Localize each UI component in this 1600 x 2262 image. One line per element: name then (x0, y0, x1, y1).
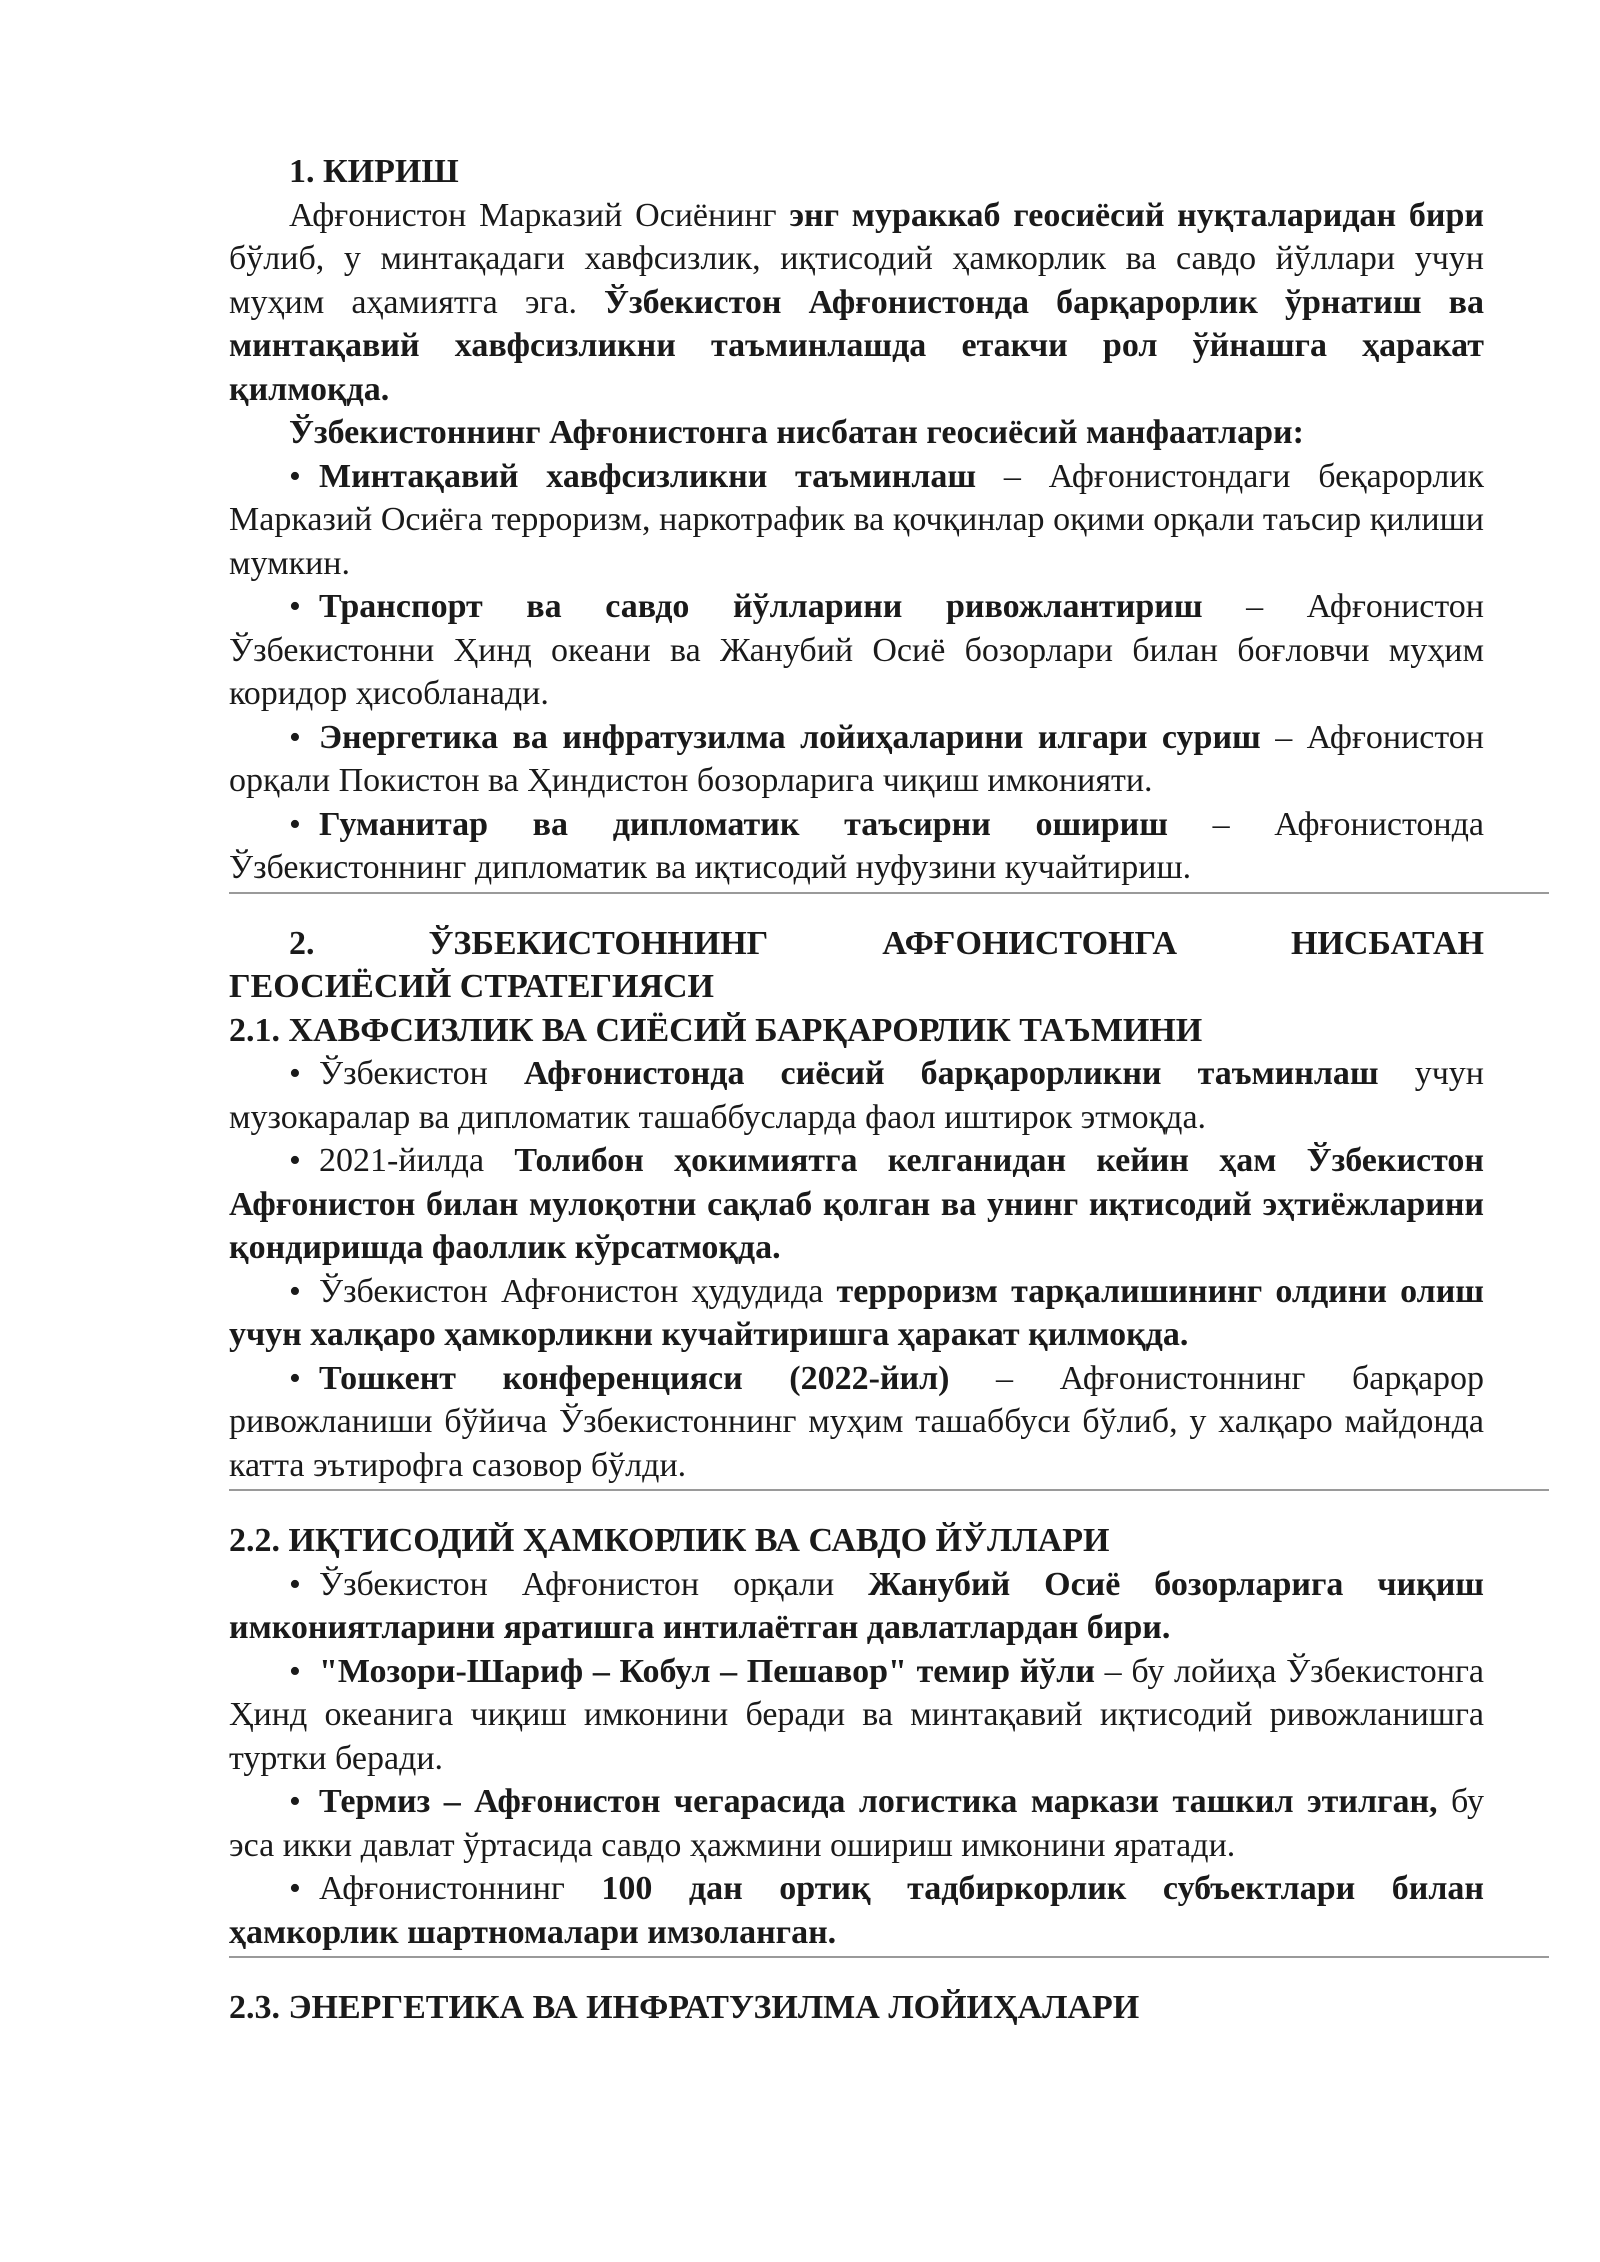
list-item: • Ўзбекистон Афғонистонда сиёсий барқарорликни таъминлаш учун музокаралар ва дипломатик ташаббусларда фаол иштирок этмоқда. (229, 1052, 1484, 1139)
document-page (229, 150, 1484, 2030)
bullet-icon: • (289, 1055, 301, 1092)
list-item: • Афғонистоннинг 100 дан ортиқ тадбиркорлик субъектлари билан ҳамкорлик шартномалари имзоланган. (229, 1867, 1484, 1954)
intro-paragraph (229, 194, 1484, 412)
divider (229, 1489, 1549, 1491)
intro-text-1: Афғонистон Марказий Осиёнинг (289, 196, 790, 234)
bullet-icon: • (289, 805, 301, 843)
section-2-heading-line-2: ГЕОСИЁСИЙ СТРАТЕГИЯСИ (229, 968, 714, 1005)
divider (229, 1956, 1549, 1958)
intro-text-2: бўлиб, у минтақадаги хавфсизлик, иқтисодий ҳамкорлик ва савдо йўллари учун муҳим аҳамиятга эга. (229, 240, 1484, 321)
bullet-icon: • (289, 1272, 301, 1310)
section-2-heading-line-1: 2. ЎЗБЕКИСТОННИНГ АФҒОНИСТОНГА НИСБАТАН (289, 924, 1484, 962)
divider (229, 892, 1549, 894)
list-item: • Тошкент конференцияси (2022-йил) – Афғонистоннинг барқарор ривожланиши бўйича Ўзбекистоннинг муҳим ташаббуси бўлиб, у халқаро майдонда катта эътирофга сазовор бўлди. (229, 1357, 1484, 1488)
list-item: • Минтақавий хавфсизликни таъминлаш – Афғонистондаги беқарорлик Марказий Осиёга терроризм, наркотрафик ва қочқинлар оқими орқали таъсир қилиши мумкин. (229, 455, 1484, 586)
bullet-icon: • (289, 1565, 301, 1603)
bullet-icon: • (289, 1359, 301, 1397)
list-item: • Энергетика ва инфратузилма лойиҳаларини илгари суриш – Афғонистон орқали Покистон ва Ҳиндистон бозорларига чиқиш имконияти. (229, 716, 1484, 803)
bullet-icon: • (289, 1870, 301, 1907)
subsection-2-1-heading: 2.1. ХАВФСИЗЛИК ВА СИЁСИЙ БАРҚАРОРЛИК ТАЪМИНИ (229, 1011, 1203, 1049)
list-item: • Транспорт ва савдо йўлларини ривожлантириш – Афғонистон Ўзбекистонни Ҳинд океани ва Жанубий Осиё бозорлари билан боғловчи муҳим коридор ҳисобланади. (229, 585, 1484, 716)
bullet-icon: • (289, 457, 301, 495)
list-item: • Термиз – Афғонистон чегарасида логистика маркази ташкил этилган, бу эса икки давлат ўртасида савдо ҳажмини ошириш имконини яратади. (229, 1780, 1484, 1867)
bullet-icon: • (289, 1652, 301, 1690)
list-item: • Ўзбекистон Афғонистон ҳудудида терроризм тарқалишининг олдини олиш учун халқаро ҳамкорликни кучайтиришга ҳаракат қилмоқда. (229, 1270, 1484, 1357)
list-item: • Гуманитар ва дипломатик таъсирни ошириш – Афғонистонда Ўзбекистоннинг дипломатик ва иқтисодий нуфузини кучайтириш. (229, 803, 1484, 890)
subsection-2-2-heading: 2.2. ИҚТИСОДИЙ ҲАМКОРЛИК ВА САВДО ЙЎЛЛАРИ (229, 1522, 1110, 1559)
section-1-heading: 1. КИРИШ (289, 153, 459, 190)
subsection-2-3-heading: 2.3. ЭНЕРГЕТИКА ВА ИНФРАТУЗИЛМА ЛОЙИҲАЛАРИ (229, 1989, 1140, 2026)
list-item: • 2021-йилда Толибон ҳокимиятга келганидан кейин ҳам Ўзбекистон Афғонистон билан мулоқотни сақлаб қолган ва унинг иқтисодий эҳтиёжларини қондиришда фаоллик кўрсатмоқда. (229, 1139, 1484, 1270)
interests-subheading: Ўзбекистоннинг Афғонистонга нисбатан геосиёсий манфаатлари: (289, 414, 1304, 451)
bullet-icon: • (289, 1142, 301, 1179)
list-item: • Ўзбекистон Афғонистон орқали Жанубий Осиё бозорларига чиқиш имкониятларини яратишга интилаётган давлатлардан бири. (229, 1563, 1484, 1650)
intro-bold-1: энг мураккаб геосиёсий нуқталаридан бири (789, 196, 1484, 234)
bullet-icon: • (289, 718, 301, 756)
bullet-icon: • (289, 1783, 301, 1820)
intro-bold-2: Ўзбекистон Афғонистонда барқарорлик ўрнатиш ва минтақавий хавфсизликни таъминлашда етакчи рол ўйнашга ҳаракат қилмоқда. (229, 283, 1485, 408)
list-item: • "Мозори-Шариф – Кобул – Пешавор" темир йўли – бу лойиҳа Ўзбекистонга Ҳинд океанига чиқиш имконини беради ва минтақавий иқтисодий ривожланишга туртки беради. (229, 1650, 1484, 1781)
bullet-icon: • (289, 588, 301, 625)
